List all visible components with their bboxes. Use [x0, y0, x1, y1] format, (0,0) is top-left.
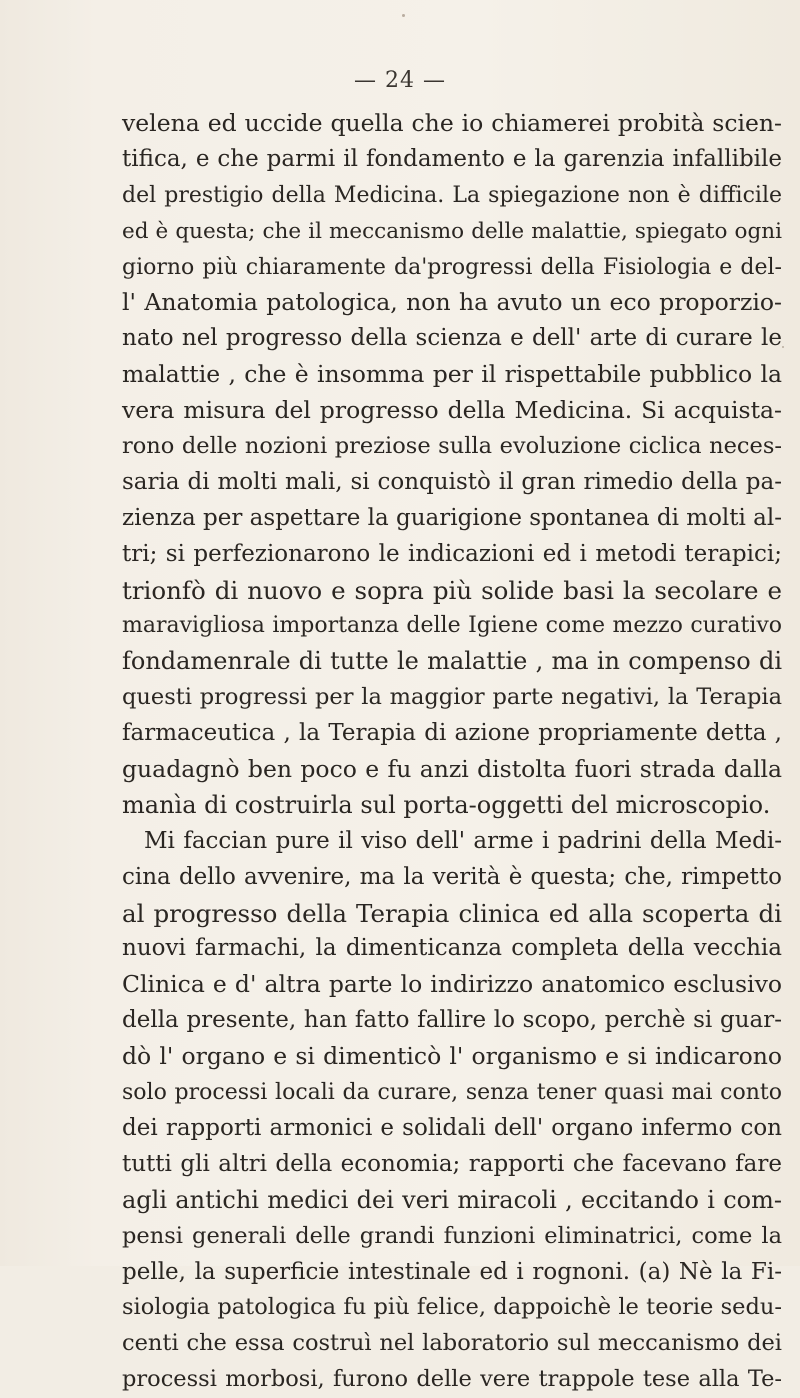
text-line: processi morbosi, furono delle vere trappole tese alla Te-: [122, 1366, 782, 1393]
text-line: rono delle nozioni preziose sulla evoluzione ciclica neces-: [122, 433, 782, 460]
text-line: ed è questa; che il meccanismo delle malattie, spiegato ogni: [122, 218, 782, 244]
text-line: cina dello avvenire, ma la verità è questa; che, rimpetto: [122, 863, 782, 890]
text-line: solo processi locali da curare, senza tener quasi mai conto: [122, 1080, 782, 1106]
text-line: dò l' organo e si dimenticò l' organismo e si indicarono: [122, 1042, 782, 1071]
text-line: al progresso della Terapia clinica ed alla scoperta di: [122, 898, 782, 928]
paper-speck: [402, 14, 405, 17]
text-line: trionfò di nuovo e sopra più solide basi la secolare e: [122, 575, 782, 605]
text-line: Clinica e d' altra parte lo indirizzo anatomico esclusivo: [122, 970, 782, 999]
text-line: l' Anatomia patologica, non ha avuto un eco proporzio-: [122, 288, 782, 317]
text-line: siologia patologica fu più felice, dappoichè le teorie sedu-: [122, 1294, 782, 1321]
text-line: velena ed uccide quella che io chiamerei probità scien-: [122, 109, 782, 137]
paper-speck: [782, 346, 784, 348]
text-line: Mi faccian pure il viso dell' arme i padrini della Medi-: [144, 827, 782, 854]
text-line: manìa di costruirla sul porta-oggetti del microscopio.: [122, 790, 771, 819]
text-line: agli antichi medici dei veri miracoli , eccitando i com-: [122, 1185, 782, 1214]
text-line: tifica, e che parmi il fondamento e la garenzia infallibile: [122, 145, 782, 172]
text-line: tutti gli altri della economia; rapporti che facevano fare: [122, 1150, 782, 1177]
text-line: farmaceutica , la Terapia di azione propriamente detta ,: [122, 720, 782, 747]
text-line: tri; si perfezionarono le indicazioni ed i metodi terapici;: [122, 540, 782, 567]
text-line: vera misura del progresso della Medicina. Si acquista-: [122, 396, 782, 425]
text-line: zienza per aspettare la guarigione spontanea di molti al-: [122, 504, 783, 531]
text-line: malattie , che è insomma per il rispettabile pubblico la: [122, 360, 782, 389]
text-line: guadagnò ben poco e fu anzi distolta fuori strada dalla: [122, 755, 782, 784]
text-line: del prestigio della Medicina. La spiegazione non è difficile: [122, 182, 782, 208]
text-line: questi progressi per la maggior parte negativi, la Terapia: [122, 684, 782, 711]
page-number: — 24 —: [354, 68, 446, 93]
text-line: giorno più chiaramente da'progressi della Fisiologia e del-: [122, 254, 782, 280]
text-line: pensi generali delle grandi funzioni eliminatrici, come la: [122, 1222, 782, 1249]
text-line: nato nel progresso della scienza e dell' arte di curare le: [122, 325, 782, 352]
text-line: fondamenrale di tutte le malattie , ma in compenso di: [122, 647, 782, 676]
text-line: nuovi farmachi, la dimenticanza completa della vecchia: [122, 935, 782, 962]
text-line: centi che essa costruì nel laboratorio sul meccanismo dei: [122, 1330, 782, 1357]
text-line: pelle, la superficie intestinale ed i rognoni. (a) Nè la Fi-: [122, 1258, 782, 1285]
text-line: saria di molti mali, si conquistò il gran rimedio della pa-: [122, 468, 782, 495]
text-line: dei rapporti armonici e solidali dell' organo infermo con: [122, 1114, 782, 1141]
text-line: maravigliosa importanza delle Igiene come mezzo curativo: [122, 613, 782, 639]
body-text: [122, 106, 782, 1398]
text-line: della presente, han fatto fallire lo scopo, perchè si guar-: [122, 1007, 782, 1034]
